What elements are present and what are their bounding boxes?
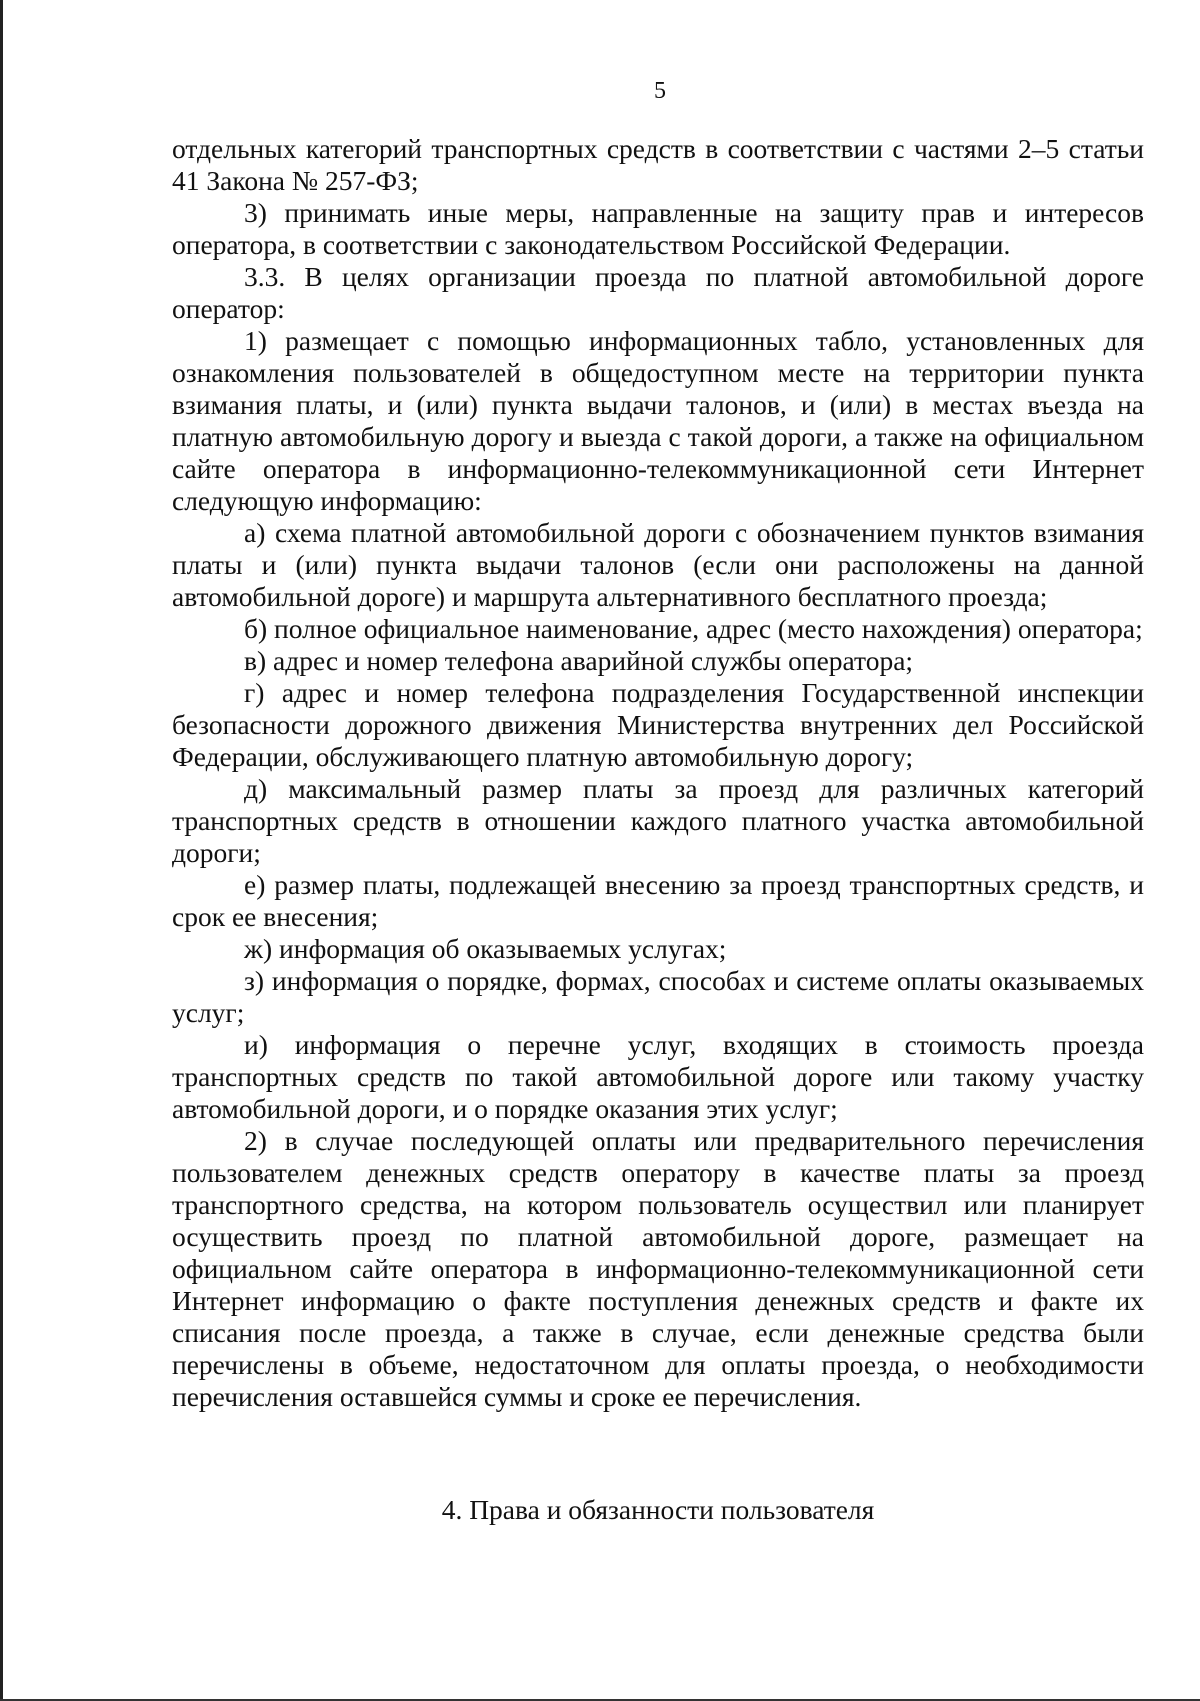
paragraph-subitem-i: и) информация о перечне услуг, входящих в стоимость проезда транспортных средств по такой автомобильной дороге или такому участку автомобильной дороги, и о порядке оказания этих услуг; [172,1029,1144,1124]
paragraph-subitem-d: д) максимальный размер платы за проезд для различных категорий транспортных средств в отношении каждого платного участка автомобильной дороги; [172,773,1144,868]
section-heading: 4. Права и обязанности пользователя [441,1494,875,1525]
paragraph-subitem-v: в) адрес и номер телефона аварийной службы оператора; [244,645,914,676]
paragraph-subitem-a: а) схема платной автомобильной дороги с обозначением пунктов взимания платы и (или) пункта выдачи талонов (если они расположены на данной автомобильной дороге) и маршрута альтернативного бесплатного проезда; [172,517,1144,612]
paragraph-clause-3-3: 3.3. В целях организации проезда по платной автомобильной дороге оператор: [172,261,1144,324]
paragraph-item-3: 3) принимать иные меры, направленные на защиту прав и интересов оператора, в соответствии с законодательством Российской Федерации. [172,197,1144,260]
scan-edge-left [0,0,3,1701]
paragraph-subitem-g: г) адрес и номер телефона подразделения Государственной инспекции безопасности дорожного движения Министерства внутренних дел Российской Федерации, обслуживающего платную автомобильную дорогу; [172,677,1144,772]
paragraph-item-1: 1) размещает с помощью информационных табло, установленных для ознакомления пользователей в общедоступном месте на территории пункта взимания платы, и (или) пункта выдачи талонов, и (или) в местах въезда на платную автомобильную дорогу и выезда с такой дороги, а также на официальном сайте оператора в информационно-телекоммуникационной сети Интернет следующую информацию: [172,325,1144,516]
paragraph-subitem-z: з) информация о порядке, формах, способах и системе оплаты оказываемых услуг; [172,965,1144,1028]
paragraph-item-2: 2) в случае последующей оплаты или предварительного перечисления пользователем денежных средств оператору в качестве платы за проезд транспортного средства, на котором пользователь осуществил или планирует осуществить проезд по платной автомобильной дороге, размещает на официальном сайте оператора в информационно-телекоммуникационной сети Интернет информацию о факте поступления денежных средств и факте их списания после проезда, а также в случае, если денежные средства были перечислены в объеме, недостаточном для оплаты проезда, о необходимости перечисления оставшейся суммы и сроке ее перечисления. [172,1125,1144,1412]
paragraph-subitem-e: е) размер платы, подлежащей внесению за проезд транспортных средств, и срок ее внесения; [172,869,1144,932]
page-number: 5 [654,78,666,104]
document-body [172,133,1144,1413]
paragraph-continuation: отдельных категорий транспортных средств в соответствии с частями 2–5 статьи 41 Закона № 257-ФЗ; [172,133,1144,196]
paragraph-subitem-b: б) полное официальное наименование, адрес (место нахождения) оператора; [244,613,1143,644]
paragraph-subitem-zh: ж) информация об оказываемых услугах; [244,933,727,964]
